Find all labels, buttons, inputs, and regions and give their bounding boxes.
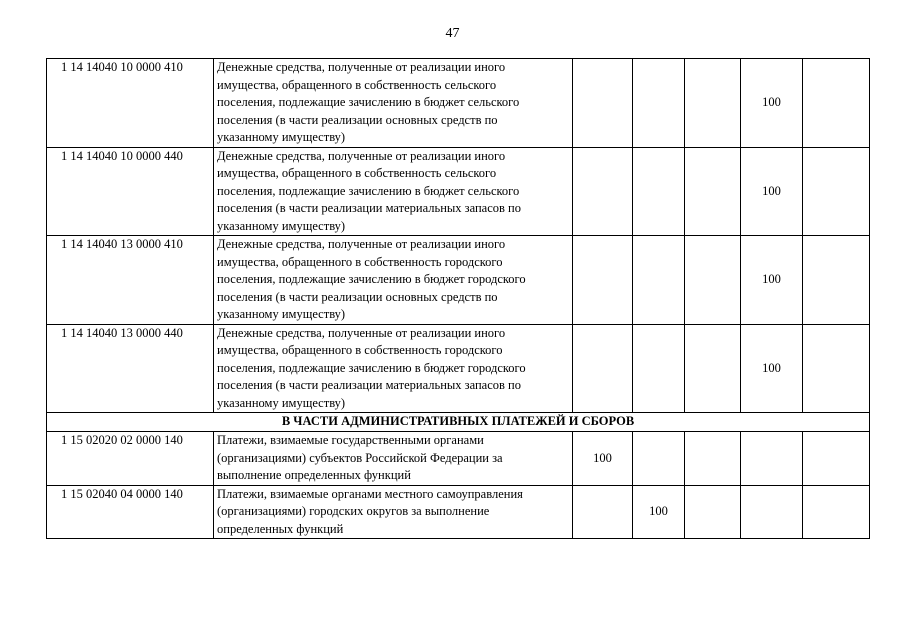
revenue-code: 1 15 02020 02 0000 140 (47, 432, 214, 486)
value-cell: 100 (633, 485, 685, 539)
table-row (47, 324, 870, 413)
section-title: В ЧАСТИ АДМИНИСТРАТИВНЫХ ПЛАТЕЖЕЙ И СБОРОВ (47, 413, 870, 432)
value-cell (573, 236, 633, 325)
value-cell: 100 (741, 147, 803, 236)
revenue-code: 1 14 14040 13 0000 440 (47, 324, 214, 413)
value-cell (685, 485, 741, 539)
revenue-code: 1 15 02040 04 0000 140 (47, 485, 214, 539)
revenue-description: Денежные средства, полученные от реализации иного имущества, обращенного в собственность сельского поселения, подлежащие зачислению в бюджет сельского поселения (в части реализации основных средств по указанному имуществу) (214, 59, 573, 148)
value-cell (803, 485, 870, 539)
budget-classification-table (46, 58, 870, 539)
value-cell (573, 485, 633, 539)
value-cell (685, 147, 741, 236)
value-cell (803, 432, 870, 486)
value-cell (573, 147, 633, 236)
table-row (47, 147, 870, 236)
revenue-description: Денежные средства, полученные от реализации иного имущества, обращенного в собственность городского поселения, подлежащие зачислению в бюджет городского поселения (в части реализации основных средств по указанному имуществу) (214, 236, 573, 325)
page-number: 47 (445, 26, 460, 41)
revenue-description: Платежи, взимаемые государственными органами (организациями) субъектов Российской Федерации за выполнение определенных функций (214, 432, 573, 486)
table-row (47, 432, 870, 486)
value-cell: 100 (741, 236, 803, 325)
value-cell (685, 324, 741, 413)
value-cell (633, 59, 685, 148)
value-cell (741, 485, 803, 539)
value-cell (633, 147, 685, 236)
section-header-row (47, 413, 870, 432)
revenue-code: 1 14 14040 10 0000 410 (47, 59, 214, 148)
value-cell: 100 (741, 324, 803, 413)
value-cell (685, 236, 741, 325)
value-cell (573, 324, 633, 413)
revenue-code: 1 14 14040 10 0000 440 (47, 147, 214, 236)
value-cell (685, 59, 741, 148)
table-row (47, 59, 870, 148)
revenue-description: Денежные средства, полученные от реализации иного имущества, обращенного в собственность сельского поселения, подлежащие зачислению в бюджет сельского поселения (в части реализации материальных запасов по указанному имуществу) (214, 147, 573, 236)
value-cell (633, 324, 685, 413)
value-cell (741, 432, 803, 486)
table-row (47, 485, 870, 539)
value-cell: 100 (573, 432, 633, 486)
revenue-description: Денежные средства, полученные от реализации иного имущества, обращенного в собственность городского поселения, подлежащие зачислению в бюджет городского поселения (в части реализации материальных запасов по указанному имуществу) (214, 324, 573, 413)
value-cell (803, 147, 870, 236)
value-cell (633, 236, 685, 325)
value-cell (633, 432, 685, 486)
revenue-description: Платежи, взимаемые органами местного самоуправления (организациями) городских округов за выполнение определенных функций (214, 485, 573, 539)
value-cell: 100 (741, 59, 803, 148)
value-cell (803, 236, 870, 325)
value-cell (685, 432, 741, 486)
table-row (47, 236, 870, 325)
revenue-code: 1 14 14040 13 0000 410 (47, 236, 214, 325)
value-cell (803, 59, 870, 148)
value-cell (803, 324, 870, 413)
value-cell (573, 59, 633, 148)
